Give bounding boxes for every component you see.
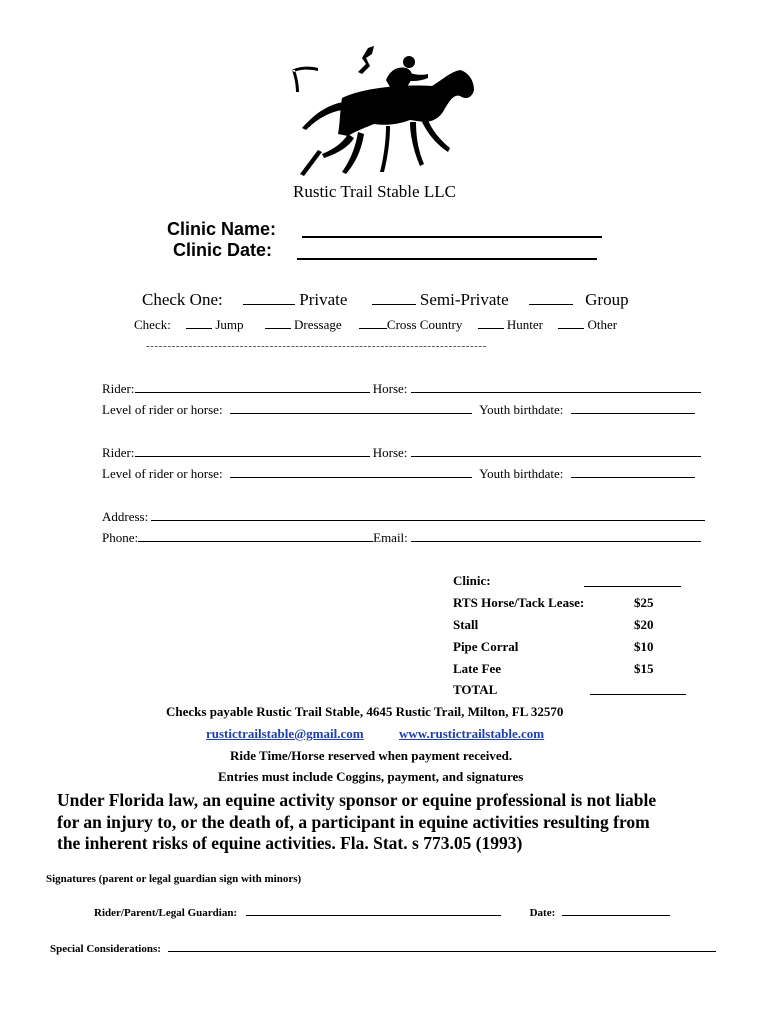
hunter-blank[interactable] — [478, 328, 504, 329]
private-option: Private — [299, 290, 348, 309]
guardian-label: Rider/Parent/Legal Guardian: — [94, 907, 238, 919]
ride-time-note: Ride Time/Horse reserved when payment received. — [230, 748, 513, 763]
guardian-row — [94, 907, 670, 919]
clinic-name-label: Clinic Name: — [167, 219, 277, 239]
fee-corral-label: Pipe Corral — [453, 639, 519, 654]
legal-line-3: the inherent risks of equine activities. Fla. Stat. s 773.05 (1993) — [57, 833, 523, 853]
special-field[interactable] — [168, 951, 716, 952]
rider-field[interactable] — [135, 456, 370, 457]
legal-line-1: Under Florida law, an equine activity sponsor or equine professional is not liable — [57, 790, 657, 810]
group-blank[interactable] — [529, 304, 573, 305]
email-link[interactable]: rustictrailstable@gmail.com — [206, 726, 364, 741]
dressage-option: Dressage — [294, 317, 342, 332]
rider-label: Rider: — [102, 445, 135, 460]
fee-stall-label: Stall — [453, 617, 479, 632]
checks-payable: Checks payable Rustic Trail Stable, 4645 Rustic Trail, Milton, FL 32570 — [166, 704, 564, 719]
fee-total-label: TOTAL — [453, 682, 498, 697]
horse-label: Horse: — [372, 445, 408, 460]
fee-clinic-field[interactable] — [584, 586, 681, 587]
horse-label: Horse: — [372, 381, 408, 396]
youth-birthdate-field[interactable] — [571, 413, 695, 414]
fee-stall-price: $20 — [634, 617, 654, 632]
fee-clinic-label: Clinic: — [453, 573, 491, 588]
cross-country-option: Cross Country — [386, 317, 463, 332]
address-field[interactable] — [151, 520, 705, 521]
fee-total-field[interactable] — [590, 694, 686, 695]
fee-lease-price: $25 — [634, 595, 654, 610]
email-label: Email: — [373, 530, 408, 545]
special-row — [50, 943, 716, 955]
horse-field[interactable] — [411, 392, 701, 393]
check-one-row — [142, 290, 629, 310]
level-label: Level of rider or horse: — [102, 466, 223, 481]
group-option: Group — [585, 290, 629, 309]
level-field[interactable] — [230, 413, 472, 414]
level-row-1 — [102, 402, 695, 418]
dressage-blank[interactable] — [265, 328, 291, 329]
check-one-label: Check One: — [142, 290, 223, 309]
level-row-2 — [102, 466, 695, 482]
date-label: Date: — [529, 907, 556, 919]
youth-birthdate-label: Youth birthdate: — [479, 466, 564, 481]
jump-blank[interactable] — [186, 328, 212, 329]
horse-rider-logo — [282, 40, 492, 180]
other-blank[interactable] — [558, 328, 584, 329]
rider-label: Rider: — [102, 381, 135, 396]
phone-field[interactable] — [138, 541, 373, 542]
semi-private-option: Semi-Private — [419, 290, 509, 309]
clinic-name-field[interactable] — [302, 236, 602, 238]
legal-line-2: for an injury to, or the death of, a participant in equine activities resulting from — [57, 812, 650, 832]
divider: -------------------------------------------------------------------------------- — [146, 340, 488, 352]
private-blank[interactable] — [243, 304, 295, 305]
website-link[interactable]: www.rustictrailstable.com — [399, 726, 545, 741]
check-row — [134, 317, 617, 333]
fee-lease-label: RTS Horse/Tack Lease: — [453, 595, 585, 610]
other-option: Other — [587, 317, 618, 332]
jump-option: Jump — [215, 317, 244, 332]
date-field[interactable] — [562, 915, 670, 916]
phone-label: Phone: — [102, 530, 139, 545]
rider-row-2 — [102, 445, 701, 461]
rider-row-1 — [102, 381, 701, 397]
fee-corral-price: $10 — [634, 639, 654, 654]
email-field[interactable] — [411, 541, 701, 542]
phone-email-row — [102, 530, 701, 546]
fee-late-price: $15 — [634, 661, 654, 676]
cross-country-blank[interactable] — [359, 328, 387, 329]
level-label: Level of rider or horse: — [102, 402, 223, 417]
rider-field[interactable] — [135, 392, 370, 393]
horse-field[interactable] — [411, 456, 701, 457]
guardian-signature-field[interactable] — [246, 915, 501, 916]
youth-birthdate-label: Youth birthdate: — [479, 402, 564, 417]
youth-birthdate-field[interactable] — [571, 477, 695, 478]
address-row — [102, 509, 705, 525]
clinic-date-label: Clinic Date: — [173, 240, 273, 260]
level-field[interactable] — [230, 477, 472, 478]
fee-late-label: Late Fee — [453, 661, 502, 676]
address-label: Address: — [102, 509, 149, 524]
check-label: Check: — [134, 317, 171, 332]
company-name: Rustic Trail Stable LLC — [293, 182, 456, 201]
clinic-date-field[interactable] — [297, 258, 597, 260]
semi-private-blank[interactable] — [372, 304, 416, 305]
special-label: Special Considerations: — [50, 943, 161, 955]
entries-note: Entries must include Coggins, payment, and signatures — [218, 769, 524, 784]
hunter-option: Hunter — [506, 317, 543, 332]
signatures-heading: Signatures (parent or legal guardian sign with minors) — [46, 873, 302, 885]
